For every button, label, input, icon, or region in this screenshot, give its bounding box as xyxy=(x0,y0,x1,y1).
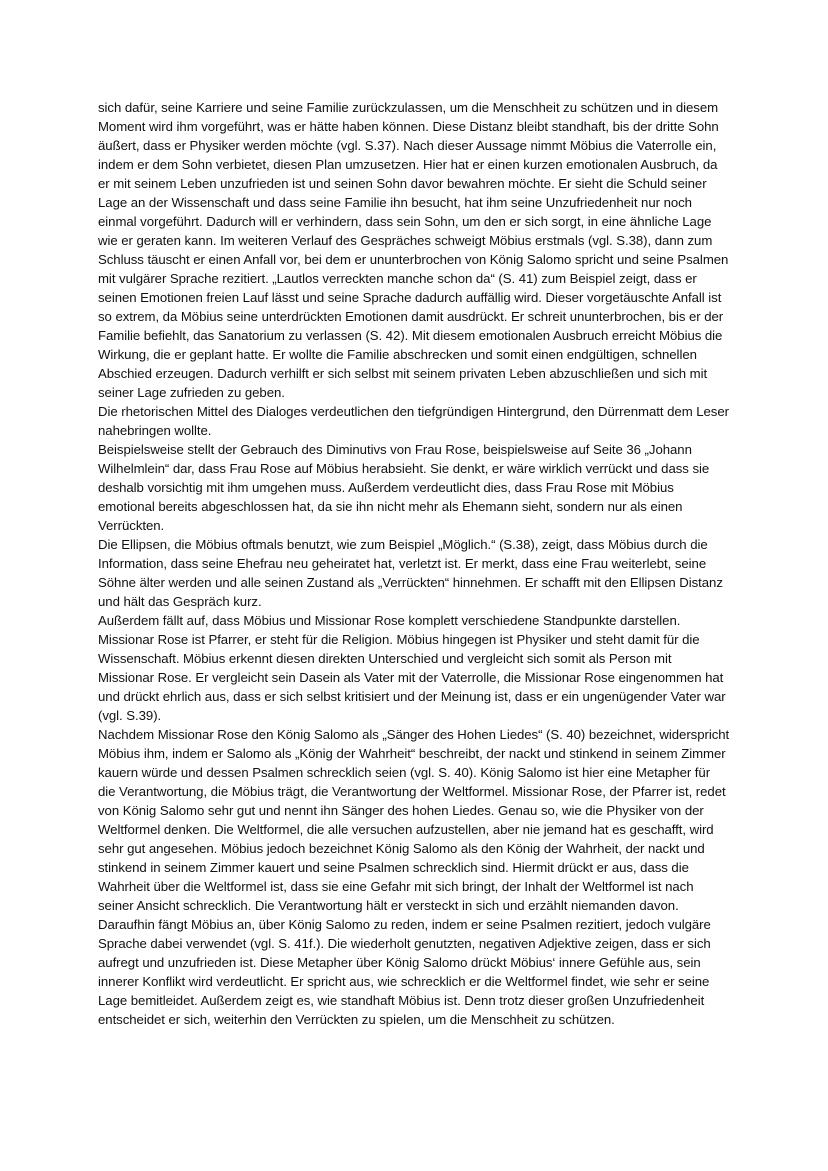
paragraph-rhetorical-devices: Die rhetorischen Mittel des Dialoges verdeutlichen den tiefgründigen Hintergrund, den Dürrenmatt dem Leser nahebringen wollte. xyxy=(98,404,729,438)
paragraph-diminutive: Beispielsweise stellt der Gebrauch des Diminutivs von Frau Rose, beispielsweise auf Seite 36 „Johann Wilhelmlein“ dar, dass Frau Rose auf Möbius herabsieht. Sie denkt, er wäre wirklich verrückt und dass sie deshalb vorsichtig mit ihm umgehen muss. Außerdem verdeutlicht dies, dass Frau Rose mit Möbius emotional bereits abgeschlossen hat, da sie ihn nicht mehr als Ehemann sieht, sondern nur als einen Verrückten. xyxy=(98,442,710,533)
document-page xyxy=(98,98,730,1029)
paragraph-standpoints: Außerdem fällt auf, dass Möbius und Missionar Rose komplett verschiedene Standpunkte darstellen. Missionar Rose ist Pfarrer, er steht für die Religion. Möbius hingegen ist Physiker und steht damit für die Wissenschaft. Möbius erkennt diesen direkten Unterschied und vergleicht sich somit als Person mit Missionar Rose. Er vergleicht sein Dasein als Vater mit der Vaterrolle, die Missionar Rose eingenommen hat und drückt ehrlich aus, dass er sich selbst kritisiert und der Meinung ist, dass er ein ungenügender Vater war (vgl. S.39). xyxy=(98,613,726,723)
paragraph-family-visit: sich dafür, seine Karriere und seine Familie zurückzulassen, um die Menschheit zu schützen und in diesem Moment wird ihm vorgeführt, was er hätte haben können. Diese Distanz bleibt standhaft, bis der dritte Sohn äußert, dass er Physiker werden möchte (vgl. S.37). Nach dieser Aussage nimmt Möbius die Vaterrolle ein, indem er dem Sohn verbietet, diesen Plan umzusetzen. Hier hat er einen kurzen emotionalen Ausbruch, da er mit seinem Leben unzufrieden ist und seinen Sohn davor bewahren möchte. Er sieht die Schuld seiner Lage an der Wissenschaft und dass seine Familie ihn besucht, hat ihm seine Unzufriedenheit nur noch einmal vorgeführt. Dadurch will er verhindern, dass sein Sohn, um den er sich sorgt, in eine ähnliche Lage wie er geraten kann. Im weiteren Verlauf des Gespräches schweigt Möbius erstmals (vgl. S.38), dann zum Schluss täuscht er einen Anfall vor, bei dem er ununterbrochen von König Salomo spricht und seine Psalmen mit vulgärer Sprache rezitiert. „Lautlos verreckten manche schon da“ (S. 41) zum Beispiel zeigt, dass er seinen Emotionen freien Lauf lässt und seine Sprache dadurch auffällig wird. Dieser vorgetäuschte Anfall ist so extrem, da Möbius seine unterdrückten Emotionen damit ausdrückt. Er schreit ununterbrochen, bis er der Familie befiehlt, das Sanatorium zu verlassen (S. 42). Mit diesem emotionalen Ausbruch erreicht Möbius die Wirkung, die er geplant hatte. Er wollte die Familie abschrecken und somit einen endgültigen, schnellen Abschied erzeugen. Dadurch verhilft er sich selbst mit seinem privaten Leben abzuschließen und sich mit seiner Lage zufrieden zu geben. xyxy=(98,100,729,400)
paragraph-king-solomon: Nachdem Missionar Rose den König Salomo als „Sänger des Hohen Liedes“ (S. 40) bezeichnet, widerspricht Möbius ihm, indem er Salomo als „König der Wahrheit“ beschreibt, der nackt und stinkend in seinem Zimmer kauern würde und dessen Psalmen schrecklich seien (vgl. S. 40). König Salomo ist hier eine Metapher für die Verantwortung, die Möbius trägt, die Verantwortung der Weltformel. Missionar Rose, der Pfarrer ist, redet von König Salomo sehr gut und nennt ihn Sänger des hohen Liedes. Genau so, wie die Physiker von der Weltformel denken. Die Weltformel, die alle versuchen aufzustellen, aber nie jemand hat es geschafft, wird sehr gut angesehen. Möbius jedoch bezeichnet König Salomo als den König der Wahrheit, der nackt und stinkend in seinem Zimmer kauert und seine Psalmen schrecklich sind. Hiermit drückt er aus, dass die Wahrheit über die Weltformel ist, dass sie eine Gefahr mit sich bringt, der Inhalt der Weltformel ist nach seiner Ansicht schrecklich. Die Verantwortung hält er versteckt in sich und erzählt niemanden davon. Daraufhin fängt Möbius an, über König Salomo zu reden, indem er seine Psalmen rezitiert, jedoch vulgäre Sprache dabei verwendet (vgl. S. 41f.). Die wiederholt genutzten, negativen Adjektive zeigen, dass er sich aufregt und unzufrieden ist. Diese Metapher über König Salomo drückt Möbius‘ innere Gefühle aus, sein innerer Konflikt wird verdeutlicht. Er spricht aus, wie schrecklich er die Weltformel findet, wie sehr er seine Lage bemitleidet. Außerdem zeigt es, wie standhaft Möbius ist. Denn trotz dieser großen Unzufriedenheit entscheidet er sich, weiterhin den Verrückten zu spielen, um die Menschheit zu schützen. xyxy=(98,727,730,1027)
paragraph-ellipses: Die Ellipsen, die Möbius oftmals benutzt, wie zum Beispiel „Möglich.“ (S.38), zeigt, dass Möbius durch die Information, dass seine Ehefrau neu geheiratet hat, verletzt ist. Er merkt, dass eine Frau weiterlebt, seine Söhne älter werden und alle seinen Zustand als „Verrückten“ hinnehmen. Er schafft mit den Ellipsen Distanz und hält das Gespräch kurz. xyxy=(98,537,723,609)
